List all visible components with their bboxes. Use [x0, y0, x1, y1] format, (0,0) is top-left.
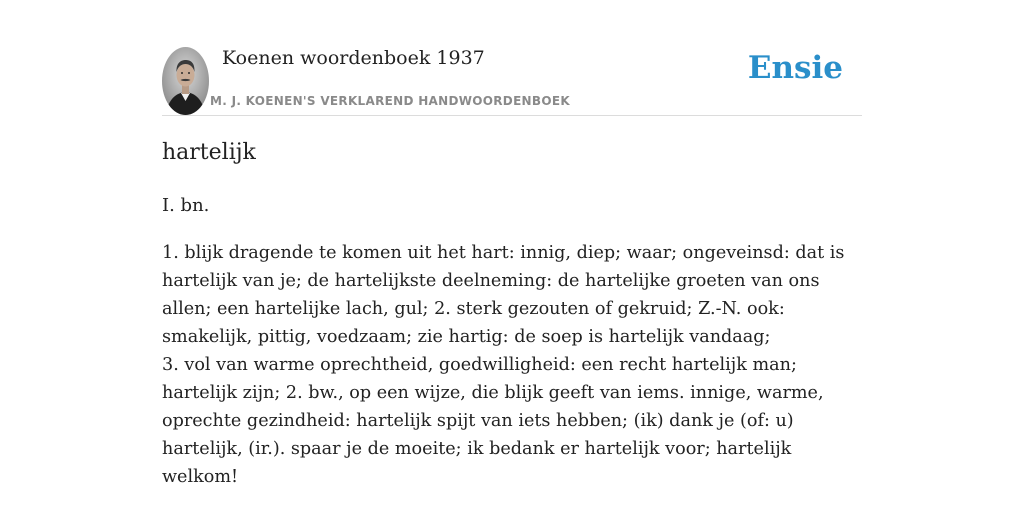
dictionary-header: [162, 44, 862, 116]
dictionary-subtitle: M. J. KOENEN'S VERKLAREND HANDWOORDENBOEK: [210, 94, 570, 108]
definition-paragraph: 3. vol van warme oprechtheid, goedwilligheid: een recht hartelijk man; hartelijk zijn; 2. bw., op een wijze, die blijk geeft van iems. innige, warme, oprechte gezindheid: hartelijk spijt van iets hebben; (ik) dank je (of: u) hartelijk, (ir.). spaar je de moeite; ik bedank er hartelijk voor; hartelijk welkom!: [162, 355, 824, 487]
author-portrait-icon: [162, 47, 209, 115]
part-of-speech: I. bn.: [162, 195, 210, 216]
dictionary-title[interactable]: Koenen woordenboek 1937: [222, 47, 485, 69]
definition-paragraph: 1. blijk dragende te komen uit het hart: innig, diep; waar; ongeveinsd: dat is hartelijk van je; de hartelijkste deelneming: de hartelijke groeten van ons allen; een hartelijke lach, gul; 2. sterk gezouten of gekruid; Z.-N. ook: smakelijk, pittig, voedzaam; zie hartig: de soep is hartelijk vandaag;: [162, 243, 845, 347]
entry-definition: [162, 239, 862, 491]
ensie-logo-link[interactable]: Ensie: [747, 50, 843, 86]
entry-headword: hartelijk: [162, 140, 256, 165]
